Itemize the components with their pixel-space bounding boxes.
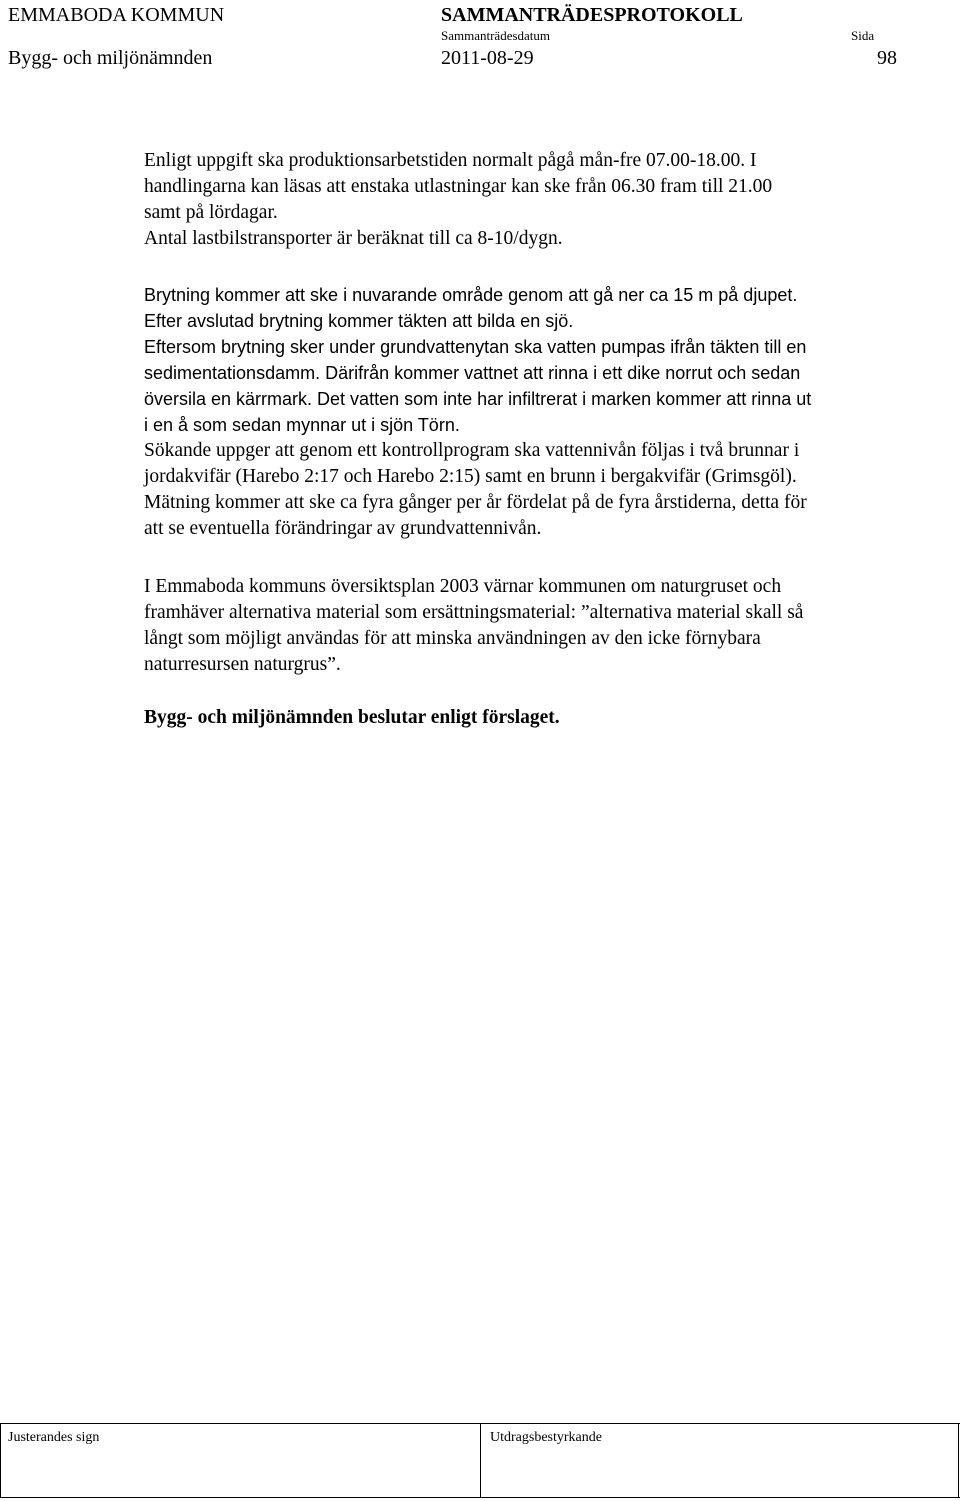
text-line: Eftersom brytning sker under grundvattenytan ska vatten pumpas ifrån täkten till en [144,337,807,357]
adjuster-signature-label: Justerandes sign [8,1430,100,1445]
text-line: Sökande uppger att genom ett kontrollprogram ska vattennivån följas i två brunnar i [144,440,800,461]
footer-bottom-rule [0,1497,960,1498]
text-line: översila en kärrmark. Det vatten som inte har infiltrerat i marken kommer att rinna ut [144,389,812,409]
meeting-date-label: Sammanträdesdatum [441,28,551,43]
text-line: långt som möjligt användas för att minska användningen av den icke förnybara [144,628,761,649]
paragraph-comprehensive-plan [144,574,944,678]
paragraph-production-hours [144,148,944,252]
decision-statement [144,705,944,731]
extract-certification-label: Utdragsbestyrkande [490,1430,602,1445]
paragraph-extraction-water [144,282,944,542]
page-label: Sida [851,28,875,43]
text-line: Brytning kommer att ske i nuvarande område genom att gå ner ca 15 m på djupet. [144,285,798,305]
text-line: naturresursen naturgrus”. [144,654,341,675]
text-line: handlingarna kan läsas att enstaka utlastningar kan ske från 06.30 fram till 21.00 [144,176,773,197]
text-line: samt på lördagar. [144,202,278,223]
decision-text: Bygg- och miljönämnden beslutar enligt förslaget. [144,707,560,728]
text-line: I Emmaboda kommuns översiktsplan 2003 värnar kommunen om naturgruset och [144,576,782,597]
board-name: Bygg- och miljönämnden [8,47,213,69]
footer-right-border [958,1424,959,1498]
text-line: Enligt uppgift ska produktionsarbetstiden normalt pågå mån-fre 07.00-18.00. I [144,150,757,171]
meeting-date: 2011-08-29 [441,47,534,69]
text-line: Efter avslutad brytning kommer täkten att bilda en sjö. [144,311,574,331]
footer-middle-divider [480,1424,481,1498]
text-line: framhäver alternativa material som ersättningsmaterial: ”alternativa material skall så [144,602,804,623]
text-line: jordakvifär (Harebo 2:17 och Harebo 2:15) samt en brunn i bergakvifär (Grimsgöl). [144,466,797,487]
text-line: att se eventuella förändringar av grundvattennivån. [144,518,542,539]
document-type: SAMMANTRÄDESPROTOKOLL [441,4,743,26]
organization-name: EMMABODA KOMMUN [8,4,225,26]
footer-left-border [0,1424,1,1498]
text-line: Antal lastbilstransporter är beräknat till ca 8-10/dygn. [144,228,563,249]
page-number: 98 [877,47,897,69]
text-line: i en å som sedan mynnar ut i sjön Törn. [144,415,460,435]
text-line: Mätning kommer att ske ca fyra gånger per år fördelat på de fyra årstiderna, detta för [144,492,807,513]
text-line: sedimentationsdamm. Därifrån kommer vattnet att rinna i ett dike norrut och sedan [144,363,801,383]
